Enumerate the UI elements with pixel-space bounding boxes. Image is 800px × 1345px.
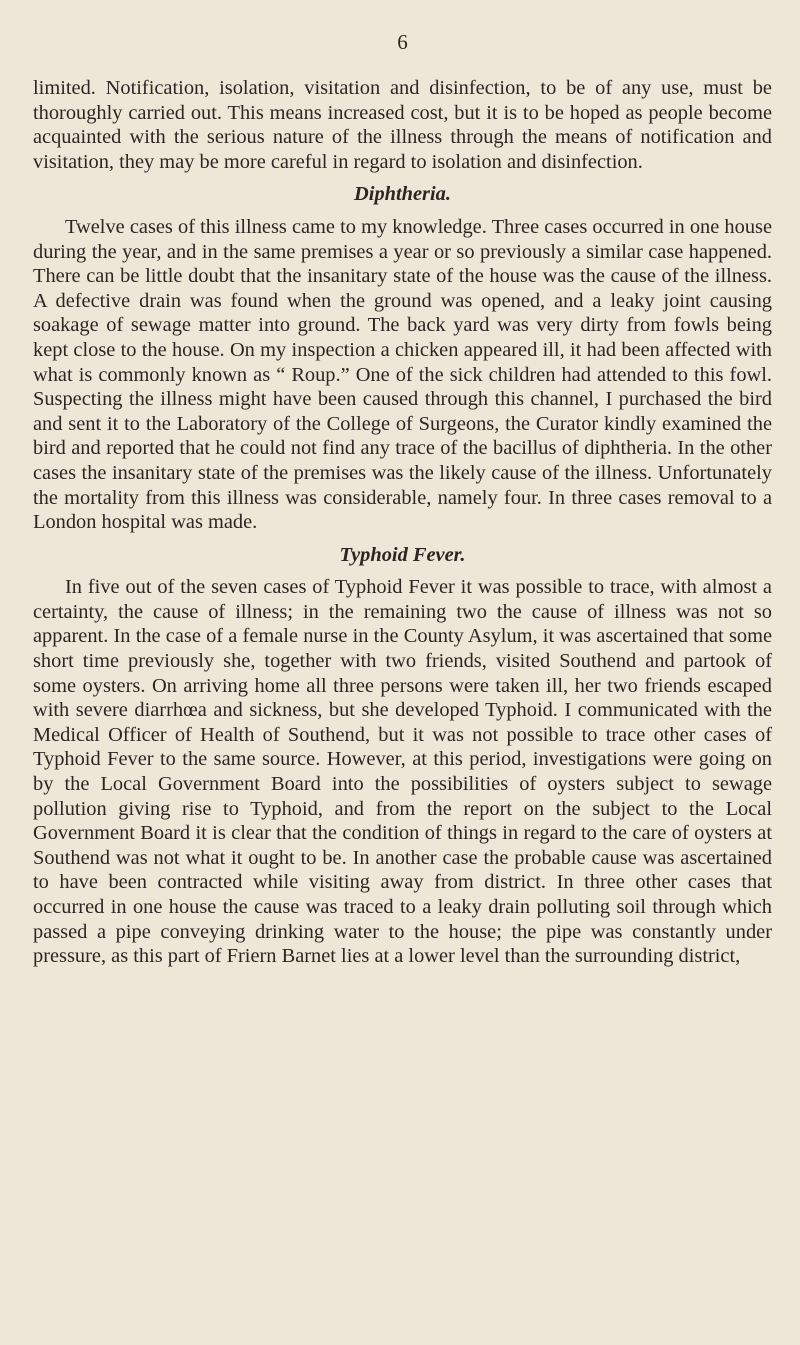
section-heading-diphtheria: Diphtheria. [354, 183, 451, 206]
section-heading-typhoid-fever: Typhoid Fever. [339, 543, 466, 566]
paragraph-typhoid-fever: In five out of the seven cases of Typhoid Fever it was possible to trace, with almost a certainty, the cause of illness; in the remaining two the cause of illness was not so apparent. In the case of a female nurse in the County Asylum, it was ascertained that some short time previously she, together with two friends, visited Southend and partook of some oysters. On arriving home all three persons were taken ill, her two friends escaped with severe diarrhœa and sickness, but she developed Typhoid. I communicated with the Medical Officer of Health of Southend, but it was not possible to trace other cases of Typhoid Fever to the same source. However, at this period, investigations were going on by the Local Government Board into the possibilities of oysters subject to sewage pollution giving rise to Typhoid, and from the report on the subject to the Local Government Board it is clear that the condition of things in regard to the care of oysters at Southend was not what it ought to be. In another case the probable cause was ascertained to have been contracted while visiting away from district. In three other cases that occurred in one house the cause was traced to a leaky drain polluting soil through which passed a pipe conveying drinking water to the house; the pipe was constantly under pressure, as this part of Friern Barnet lies at a lower level than the surrounding district, [33, 576, 772, 968]
paragraph-isolation: limited. Notification, isolation, visitation and disinfection, to be of any use, must be thoroughly carried out. This means increased cost, but it is to be hoped as people become acquainted with the serious nature of the illness through the means of notification and visitation, they may be more careful in regard to isolation and disinfection. [33, 77, 772, 173]
paragraph-diphtheria: Twelve cases of this illness came to my knowledge. Three cases occurred in one house during the year, and in the same premises a year or so previously a similar case happened. There can be little doubt that the insanitary state of the house was the cause of the illness. A defective drain was found when the ground was opened, and a leaky joint causing soakage of sewage matter into ground. The back yard was very dirty from fowls being kept close to the house. On my inspection a chicken appeared ill, it had been affected with what is commonly known as “ Roup.” One of the sick children had attended to this fowl. Suspecting the illness might have been caused through this channel, I purchased the bird and sent it to the Laboratory of the College of Surgeons, the Curator kindly examined the bird and reported that he could not find any trace of the bacillus of diphtheria. In the other cases the insanitary state of the premises was the likely cause of the illness. Unfortunately the mortality from this illness was considerable, namely four. In three cases removal to a London hospital was made. [33, 215, 772, 534]
page-number: 6 [397, 30, 408, 54]
